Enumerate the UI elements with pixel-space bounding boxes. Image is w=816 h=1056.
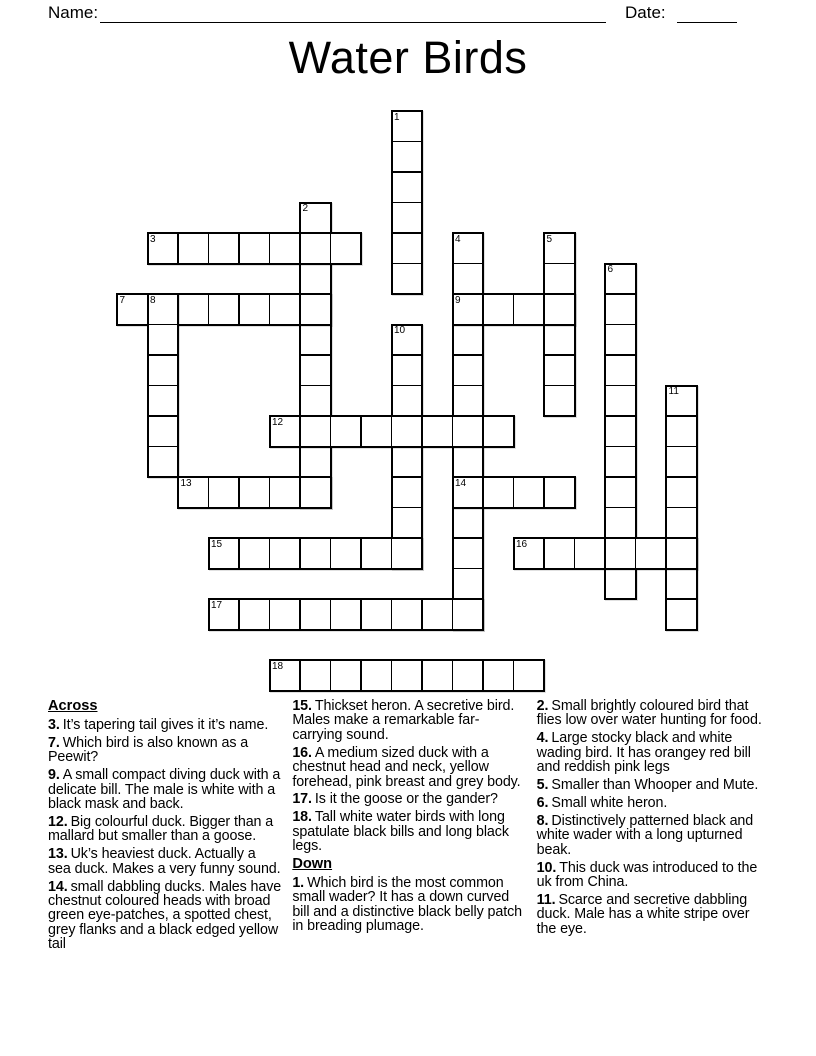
cell-separator xyxy=(393,171,422,173)
clue-text: Which bird is the most common small wader? It has a down curved bill and a distinctive black belly patch in breading plumage. xyxy=(292,875,522,935)
clue-text: Small white heron. xyxy=(551,794,668,811)
cell-number-13: 13 xyxy=(180,477,192,489)
cell-number-11: 11 xyxy=(668,386,679,397)
clue-text: A small compact diving duck with a delicate bill. The male is white with a black mask and back. xyxy=(48,767,281,813)
clue-across-18 xyxy=(292,810,525,853)
clue-text: Small brightly coloured bird that flies low over water hunting for food. xyxy=(536,698,762,729)
cell-separator xyxy=(299,600,301,629)
clue-number: 18. xyxy=(292,809,312,826)
clue-text: Big colourful duck. Bigger than a mallard but smaller than a goose. xyxy=(48,813,274,845)
cell-separator xyxy=(149,354,178,356)
cell-separator xyxy=(391,417,393,446)
clue-text: Uk’s heaviest duck. Actually a sea duck. Makes a very funny sound. xyxy=(48,846,281,877)
cell-separator xyxy=(482,478,484,507)
cell-separator xyxy=(149,415,178,417)
cell-separator xyxy=(606,446,635,448)
clue-across-15 xyxy=(292,699,525,742)
clue-number: 16. xyxy=(292,744,312,761)
cell-separator xyxy=(393,507,422,509)
cell-separator xyxy=(606,476,635,478)
cell-separator xyxy=(299,539,301,568)
clue-across-12 xyxy=(48,815,281,844)
clue-down-5 xyxy=(537,778,770,792)
word-12-across[interactable] xyxy=(269,415,515,448)
cell-separator xyxy=(667,598,696,600)
cell-separator xyxy=(208,295,210,324)
cell-separator xyxy=(667,476,696,478)
cell-separator xyxy=(606,354,635,356)
cell-separator xyxy=(330,661,332,690)
cell-separator xyxy=(482,417,484,446)
cell-separator xyxy=(543,478,545,507)
clue-down-1 xyxy=(292,876,525,934)
cell-number-4: 4 xyxy=(455,233,461,245)
cell-separator xyxy=(482,661,484,690)
cell-separator xyxy=(391,600,393,629)
clue-number: 10. xyxy=(536,859,557,876)
cell-separator xyxy=(299,417,301,446)
clue-text: Is it the goose or the gander? xyxy=(314,791,498,808)
cell-number-5: 5 xyxy=(546,233,553,245)
cell-separator xyxy=(452,600,454,629)
clue-number: 5. xyxy=(536,777,549,794)
clue-number: 6. xyxy=(536,794,549,811)
puzzle-title: Water Birds xyxy=(288,32,528,83)
word-18-across[interactable] xyxy=(269,659,546,692)
clue-across-16 xyxy=(292,746,525,789)
clue-across-17 xyxy=(292,792,525,806)
cell-number-17: 17 xyxy=(211,599,223,611)
clue-text: Large stocky black and white wading bird. It has orangey red bill and reddish pink legs xyxy=(536,730,751,776)
cell-separator xyxy=(301,385,330,387)
cell-separator xyxy=(545,385,574,387)
cell-number-2: 2 xyxy=(302,203,309,214)
clue-number: 12. xyxy=(48,813,68,830)
cell-separator xyxy=(360,417,362,446)
cell-separator xyxy=(330,539,332,568)
word-17-across[interactable] xyxy=(208,598,485,631)
cell-separator xyxy=(454,568,483,570)
cell-separator xyxy=(393,354,422,356)
cell-separator xyxy=(391,661,393,690)
clue-down-11 xyxy=(537,893,770,936)
cell-separator xyxy=(454,263,483,265)
cell-separator xyxy=(545,263,574,265)
cell-separator xyxy=(452,661,454,690)
cell-number-6: 6 xyxy=(607,264,614,275)
cell-separator xyxy=(606,324,635,326)
clue-number: 17. xyxy=(292,791,312,808)
cell-separator xyxy=(604,539,606,568)
cell-separator xyxy=(301,354,330,356)
word-9-across[interactable] xyxy=(452,293,576,326)
cell-separator xyxy=(513,295,515,324)
cell-separator xyxy=(299,295,301,324)
cell-separator xyxy=(606,507,635,509)
clue-column-2 xyxy=(292,699,525,955)
cell-number-16: 16 xyxy=(516,538,528,550)
cell-separator xyxy=(393,232,422,234)
cell-separator xyxy=(606,385,635,387)
cell-separator xyxy=(421,417,423,446)
cell-separator xyxy=(360,661,362,690)
cell-separator xyxy=(269,478,271,507)
cell-separator xyxy=(606,415,635,417)
cell-separator xyxy=(238,478,240,507)
clue-text: Tall white water birds with long spatulate black bills and long black legs. xyxy=(292,809,509,855)
cell-separator xyxy=(238,539,240,568)
clue-number: 4. xyxy=(536,730,549,747)
clue-number: 2. xyxy=(536,698,549,714)
cell-separator xyxy=(635,539,637,568)
cell-separator xyxy=(391,539,393,568)
clue-text: This duck was introduced to the uk from China. xyxy=(536,859,758,890)
clue-number: 3. xyxy=(48,717,60,733)
clue-across-7 xyxy=(48,736,281,765)
cell-separator xyxy=(574,539,576,568)
clue-number: 1. xyxy=(292,875,305,892)
cell-separator xyxy=(393,202,422,204)
clue-down-8 xyxy=(537,814,770,857)
cell-separator xyxy=(238,234,240,263)
across-header: Across xyxy=(48,698,98,714)
cell-separator xyxy=(482,295,484,324)
word-1-down[interactable] xyxy=(391,110,424,295)
cell-number-10: 10 xyxy=(394,325,406,336)
cell-separator xyxy=(421,661,423,690)
cell-number-3: 3 xyxy=(150,233,156,245)
cell-number-18: 18 xyxy=(272,660,284,672)
cell-separator xyxy=(393,476,422,478)
cell-separator xyxy=(665,539,667,568)
cell-number-8: 8 xyxy=(150,294,156,306)
cell-separator xyxy=(269,539,271,568)
down-header: Down xyxy=(292,856,333,873)
cell-separator xyxy=(454,537,483,539)
clue-text: Scarce and secretive dabbling duck. Male has a white stripe over the eye. xyxy=(536,891,750,937)
word-3-across[interactable] xyxy=(147,232,363,265)
clue-text: Which bird is also known as a Peewit? xyxy=(48,734,249,766)
cell-separator xyxy=(452,417,454,446)
date-label: Date: xyxy=(625,3,666,22)
cell-number-15: 15 xyxy=(211,538,223,550)
word-16-across[interactable] xyxy=(513,537,698,570)
clue-column-3 xyxy=(537,699,770,955)
cell-separator xyxy=(299,661,301,690)
cell-separator xyxy=(393,385,422,387)
clue-text: It’s tapering tail gives it it’s name. xyxy=(62,717,269,733)
clue-number: 7. xyxy=(48,734,60,751)
clue-number: 8. xyxy=(536,812,549,829)
clue-text: A medium sized duck with a chestnut head and neck, yellow forehead, pink breast and grey body. xyxy=(292,744,521,790)
cell-separator xyxy=(513,478,515,507)
cell-separator xyxy=(545,354,574,356)
cell-separator xyxy=(177,234,179,263)
clue-down-4 xyxy=(537,731,770,774)
clue-down-6 xyxy=(537,796,770,810)
cell-separator xyxy=(606,293,635,295)
clue-across-14 xyxy=(48,880,281,952)
clue-text: Distinctively patterned black and white wader with a long upturned beak. xyxy=(536,812,754,858)
cell-separator xyxy=(299,478,301,507)
clue-down-2 xyxy=(537,699,770,728)
cell-separator xyxy=(454,385,483,387)
cell-separator xyxy=(360,539,362,568)
cell-number-7: 7 xyxy=(119,294,126,306)
cell-separator xyxy=(149,446,178,448)
clue-number: 11. xyxy=(536,891,556,908)
word-8-down[interactable] xyxy=(147,293,180,478)
cell-number-1: 1 xyxy=(394,111,400,123)
clue-across-13 xyxy=(48,847,281,876)
cell-separator xyxy=(269,295,271,324)
clue-across-9 xyxy=(48,768,281,811)
cell-separator xyxy=(421,600,423,629)
cell-separator xyxy=(454,354,483,356)
clue-number: 13. xyxy=(48,846,68,863)
cell-separator xyxy=(667,415,696,417)
word-13-across[interactable] xyxy=(177,476,332,509)
clue-number: 9. xyxy=(48,767,60,784)
clue-column-1 xyxy=(48,699,281,955)
word-15-across[interactable] xyxy=(208,537,424,570)
cell-separator xyxy=(238,295,240,324)
clue-number: 14. xyxy=(48,878,68,895)
cell-separator xyxy=(667,507,696,509)
clues-section xyxy=(48,699,770,955)
cell-separator xyxy=(393,141,422,143)
clue-down-10 xyxy=(537,861,770,890)
cell-separator xyxy=(513,661,515,690)
cell-separator xyxy=(238,600,240,629)
cell-separator xyxy=(667,446,696,448)
cell-separator xyxy=(330,600,332,629)
name-label: Name: xyxy=(48,3,99,22)
clue-text: Thickset heron. A secretive bird. Males make a remarkable far-carrying sound. xyxy=(292,698,515,743)
cell-separator xyxy=(299,234,301,263)
clue-text: Smaller than Whooper and Mute. xyxy=(551,777,759,794)
cell-separator xyxy=(269,234,271,263)
cell-separator xyxy=(208,234,210,263)
word-14-across[interactable] xyxy=(452,476,576,509)
clue-text: small dabbling ducks. Males have chestnut coloured heads with broad green eye-patches, a spotted chest, grey flanks and a black edged yellow tail xyxy=(48,878,282,953)
cell-number-12: 12 xyxy=(272,416,284,428)
cell-number-14: 14 xyxy=(455,477,467,489)
cell-separator xyxy=(269,600,271,629)
cell-separator xyxy=(149,385,178,387)
cell-number-9: 9 xyxy=(455,294,461,306)
word-11-down[interactable] xyxy=(665,385,698,631)
cell-separator xyxy=(543,295,545,324)
cell-separator xyxy=(360,600,362,629)
cell-separator xyxy=(208,478,210,507)
clue-number: 15. xyxy=(292,698,312,714)
cell-separator xyxy=(393,263,422,265)
cell-separator xyxy=(543,539,545,568)
cell-separator xyxy=(330,234,332,263)
cell-separator xyxy=(149,324,178,326)
cell-separator xyxy=(330,417,332,446)
clue-across-3 xyxy=(48,718,281,732)
